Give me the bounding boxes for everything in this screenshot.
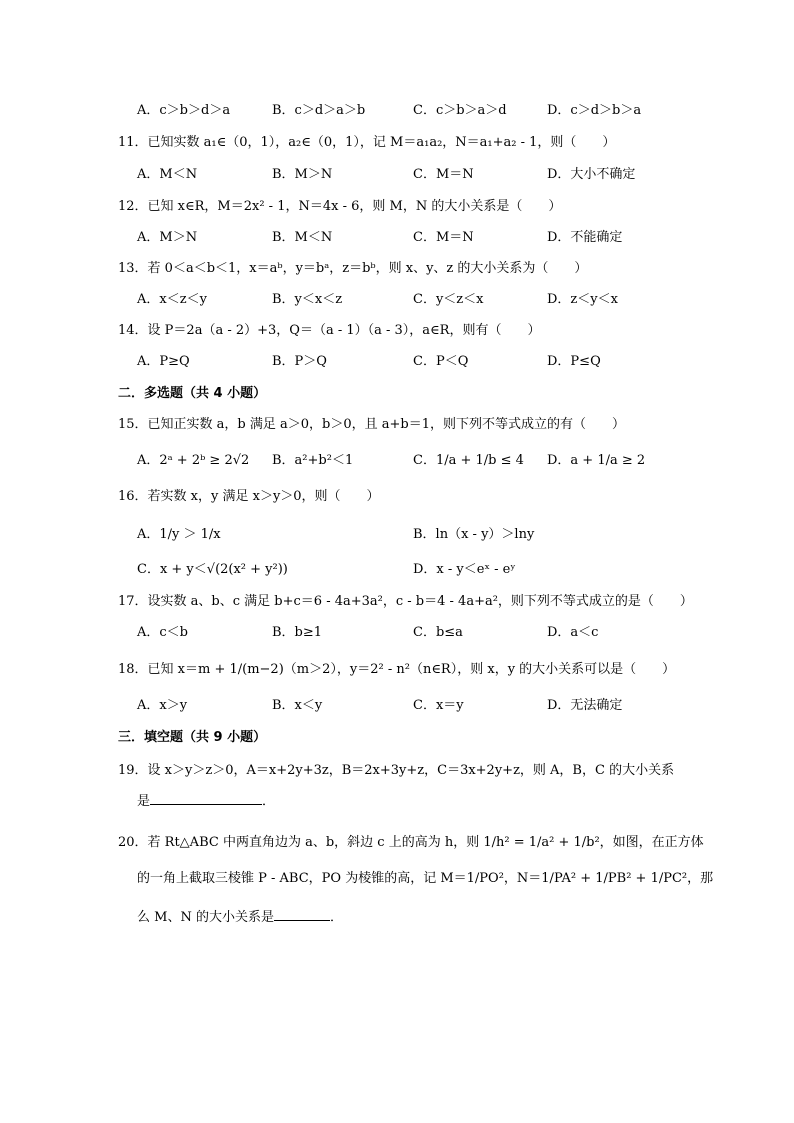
answer-option-q10-optA: A．c＞b＞d＞a — [137, 103, 231, 118]
answer-option-q17-optC: C．b≤a — [413, 625, 463, 640]
question-q16: 16．若实数 x，y 满足 x＞y＞0，则（ ） — [118, 489, 380, 504]
answer-option-q13-optA: A．x＜z＜y — [137, 292, 207, 307]
answer-option-q14-optD: D．P≤Q — [547, 354, 601, 369]
answer-option-q10-optB: B．c＞d＞a＞b — [272, 103, 366, 118]
q19-answer-blank[interactable] — [150, 790, 262, 805]
answer-option-q16-optC: C．x + y＜√(2(x² + y²)) — [137, 562, 288, 577]
question-q18: 18．已知 x＝m + 1/(m−2)（m＞2），y＝2² - n²（n∈R），则 x，y 的大小关系可以是（ ） — [118, 662, 676, 677]
q20-answer-line: 么 M、N 的大小关系是 ． — [137, 906, 343, 927]
answer-option-q11-optC: C．M＝N — [413, 167, 474, 182]
answer-option-q14-optB: B．P＞Q — [272, 354, 327, 369]
answer-option-q14-optC: C．P＜Q — [413, 354, 469, 369]
answer-option-q15-optA: A．2ᵃ + 2ᵇ ≥ 2√2 — [137, 453, 250, 468]
answer-option-q16-optD: D．x - y＜eˣ - eʸ — [413, 562, 516, 577]
answer-option-q17-optA: A．c＜b — [137, 625, 188, 640]
answer-option-q11-optB: B．M＞N — [272, 167, 333, 182]
answer-option-q11-optD: D．大小不确定 — [547, 167, 636, 182]
answer-option-q15-optB: B．a²+b²＜1 — [272, 453, 354, 468]
answer-option-q14-optA: A．P≥Q — [137, 354, 190, 369]
answer-option-q12-optC: C．M＝N — [413, 230, 474, 245]
q20-answer-blank[interactable] — [274, 906, 330, 921]
answer-option-q13-optB: B．y＜x＜z — [272, 292, 343, 307]
answer-option-q17-optB: B．b≥1 — [272, 625, 323, 640]
answer-option-q10-optD: D．c＞d＞b＞a — [547, 103, 642, 118]
answer-option-q16-optA: A．1/y ＞ 1/x — [137, 527, 221, 542]
answer-option-q12-optA: A．M＞N — [137, 230, 198, 245]
answer-option-q12-optB: B．M＜N — [272, 230, 333, 245]
question-q12: 12．已知 x∈R，M＝2x² - 1，N＝4x - 6，则 M，N 的大小关系是（ ） — [118, 199, 562, 214]
answer-option-q10-optC: C．c＞b＞a＞d — [413, 103, 507, 118]
question-q20a: 20．若 Rt△ABC 中两直角边为 a、b，斜边 c 上的高为 h，则 1/h² = 1/a² + 1/b²，如图，在正方体 — [118, 835, 704, 850]
question-q19: 19．设 x＞y＞z＞0，A＝x+2y+3z，B＝2x+3y+z，C＝3x+2y+z，则 A，B，C 的大小关系 — [118, 763, 675, 778]
q19-answer-line: 是 ． — [137, 790, 275, 811]
answer-option-q18-optA: A．x＞y — [137, 698, 188, 713]
section-heading-sec2: 二．多选题（共 4 小题） — [118, 386, 267, 401]
question-q17: 17．设实数 a、b、c 满足 b+c＝6 - 4a+3a²，c - b＝4 - 4a+a²，则下列不等式成立的是（ ） — [118, 594, 693, 609]
question-q20b: 的一角上截取三棱锥 P - ABC，PO 为棱锥的高，记 M＝1/PO²，N＝1/PA² + 1/PB² + 1/PC²，那 — [137, 871, 714, 886]
question-q15: 15．已知正实数 a，b 满足 a＞0，b＞0，且 a+b＝1，则下列不等式成立的有（ ） — [118, 417, 625, 432]
answer-option-q11-optA: A．M＜N — [137, 167, 198, 182]
answer-option-q13-optD: D．z＜y＜x — [547, 292, 618, 307]
answer-option-q18-optC: C．x＝y — [413, 698, 464, 713]
answer-option-q15-optD: D．a + 1/a ≥ 2 — [547, 453, 646, 468]
answer-option-q12-optD: D．不能确定 — [547, 230, 623, 245]
question-q14: 14．设 P＝2a（a - 2）+3，Q＝（a - 1）（a - 3），a∈R，则有（ ） — [118, 323, 541, 338]
answer-option-q13-optC: C．y＜z＜x — [413, 292, 484, 307]
answer-option-q17-optD: D．a＜c — [547, 625, 599, 640]
question-q13: 13．若 0＜a＜b＜1，x＝aᵇ，y＝bᵃ，z＝bᵇ，则 x、y、z 的大小关系为（ ） — [118, 261, 588, 276]
answer-option-q18-optD: D．无法确定 — [547, 698, 623, 713]
answer-option-q16-optB: B．ln（x - y）＞lny — [413, 527, 535, 542]
question-q11: 11．已知实数 a₁∈（0，1），a₂∈（0，1），记 M＝a₁a₂，N＝a₁+a₂ - 1，则（ ） — [118, 135, 616, 150]
section-heading-sec3: 三．填空题（共 9 小题） — [118, 730, 267, 745]
answer-option-q15-optC: C．1/a + 1/b ≤ 4 — [413, 453, 524, 468]
answer-option-q18-optB: B．x＜y — [272, 698, 323, 713]
